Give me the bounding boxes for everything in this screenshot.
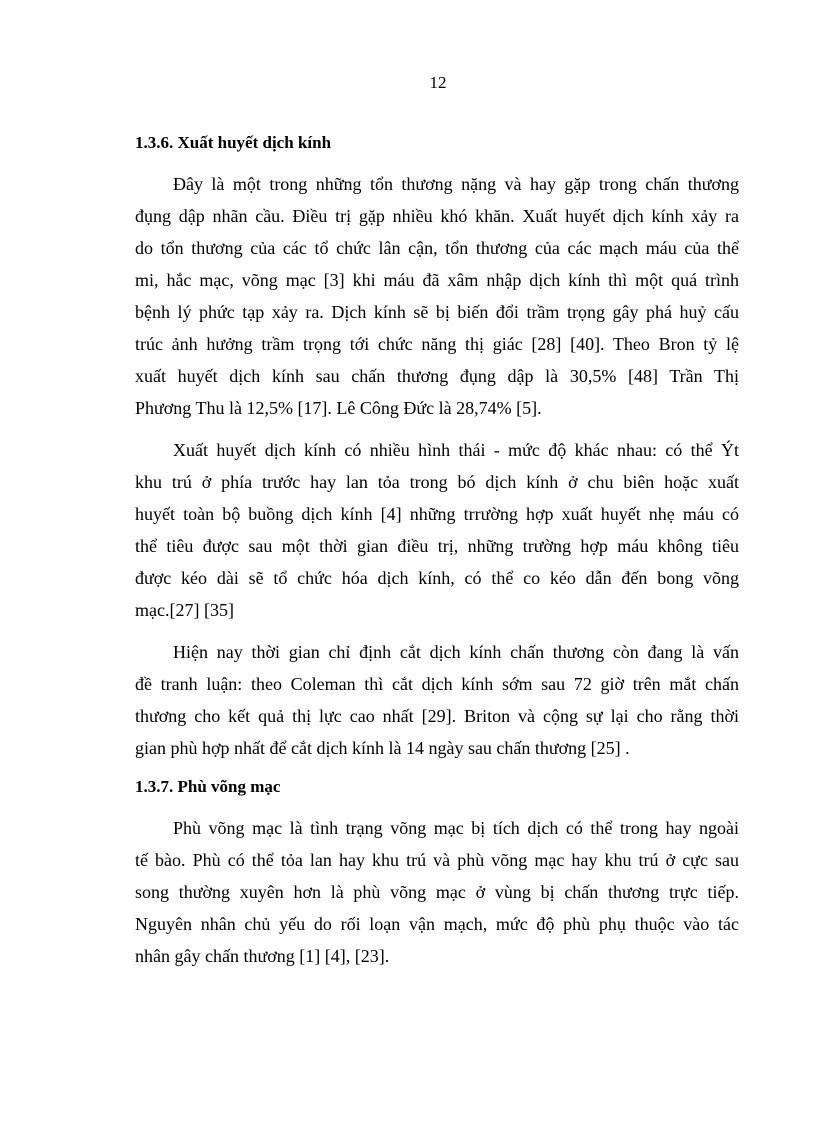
text-line: đụng dập nhãn cầu. Điều trị gặp nhiều khó khăn. Xuất huyết dịch kính xảy ra: [135, 206, 739, 226]
paragraph: [135, 812, 739, 972]
text-line: bệnh lý phức tạp xảy ra. Dịch kính sẽ bị biến đổi trầm trọng gây phá huỷ cấu: [135, 302, 739, 322]
text-line: huyết toàn bộ buồng dịch kính [4] những trrường hợp xuất huyết nhẹ máu có: [135, 504, 739, 524]
section-heading-1-3-7: 1.3.7. Phù võng mạc: [135, 777, 281, 796]
text-line: Hiện nay thời gian chỉ định cắt dịch kính chấn thương còn đang là vấn: [173, 642, 739, 662]
text-line: thương cho kết quả thị lực cao nhất [29]. Briton và cộng sự lại cho rằng thời: [135, 706, 739, 726]
text-line: được kéo dài sẽ tổ chức hóa dịch kính, có thể co kéo dẫn đến bong võng: [135, 568, 739, 588]
text-line: Nguyên nhân chủ yếu do rối loạn vận mạch, mức độ phù phụ thuộc vào tác: [135, 914, 739, 934]
text-line: mạc.[27] [35]: [135, 600, 234, 620]
section-heading-1-3-6: 1.3.6. Xuất huyết dịch kính: [135, 133, 332, 152]
text-line: song thường xuyên hơn là phù võng mạc ở vùng bị chấn thương trực tiếp.: [135, 882, 739, 902]
text-line: gian phù hợp nhất để cắt dịch kính là 14 ngày sau chấn thương [25] .: [135, 738, 630, 758]
text-line: xuất huyết dịch kính sau chấn thương đụng dập là 30,5% [48] Trần Thị: [135, 366, 739, 386]
text-line: Đây là một trong những tổn thương nặng và hay gặp trong chấn thương: [173, 174, 739, 194]
document-body: [135, 132, 739, 972]
text-line: Phương Thu là 12,5% [17]. Lê Công Đức là 28,74% [5].: [135, 398, 542, 418]
text-line: thể tiêu được sau một thời gian điều trị, những trường hợp máu không tiêu: [135, 536, 739, 556]
text-line: trúc ảnh hưởng trầm trọng tới chức năng thị giác [28] [40]. Theo Bron tỷ lệ: [135, 334, 739, 354]
text-line: mi, hắc mạc, võng mạc [3] khi máu đã xâm nhập dịch kính thì một quá trình: [135, 270, 739, 290]
text-line: Xuất huyết dịch kính có nhiều hình thái - mức độ khác nhau: có thể Ýt: [173, 440, 739, 460]
text-line: tế bào. Phù có thể tỏa lan hay khu trú và phù võng mạc hay khu trú ở cực sau: [135, 850, 739, 870]
text-line: đề tranh luận: theo Coleman thì cắt dịch kính sớm sau 72 giờ trên mắt chấn: [135, 674, 739, 694]
text-line: nhân gây chấn thương [1] [4], [23].: [135, 946, 390, 966]
text-line: khu trú ở phía trước hay lan tỏa trong bó dịch kính ở chu biên hoặc xuất: [135, 472, 739, 492]
paragraph: [135, 168, 739, 424]
page-number: 12: [429, 73, 447, 92]
paragraph: [135, 636, 739, 764]
paragraph: [135, 434, 739, 626]
text-line: Phù võng mạc là tình trạng võng mạc bị tích dịch có thể trong hay ngoài: [173, 818, 739, 838]
text-line: do tổn thương của các tổ chức lân cận, tổn thương của các mạch máu của thể: [135, 238, 739, 258]
